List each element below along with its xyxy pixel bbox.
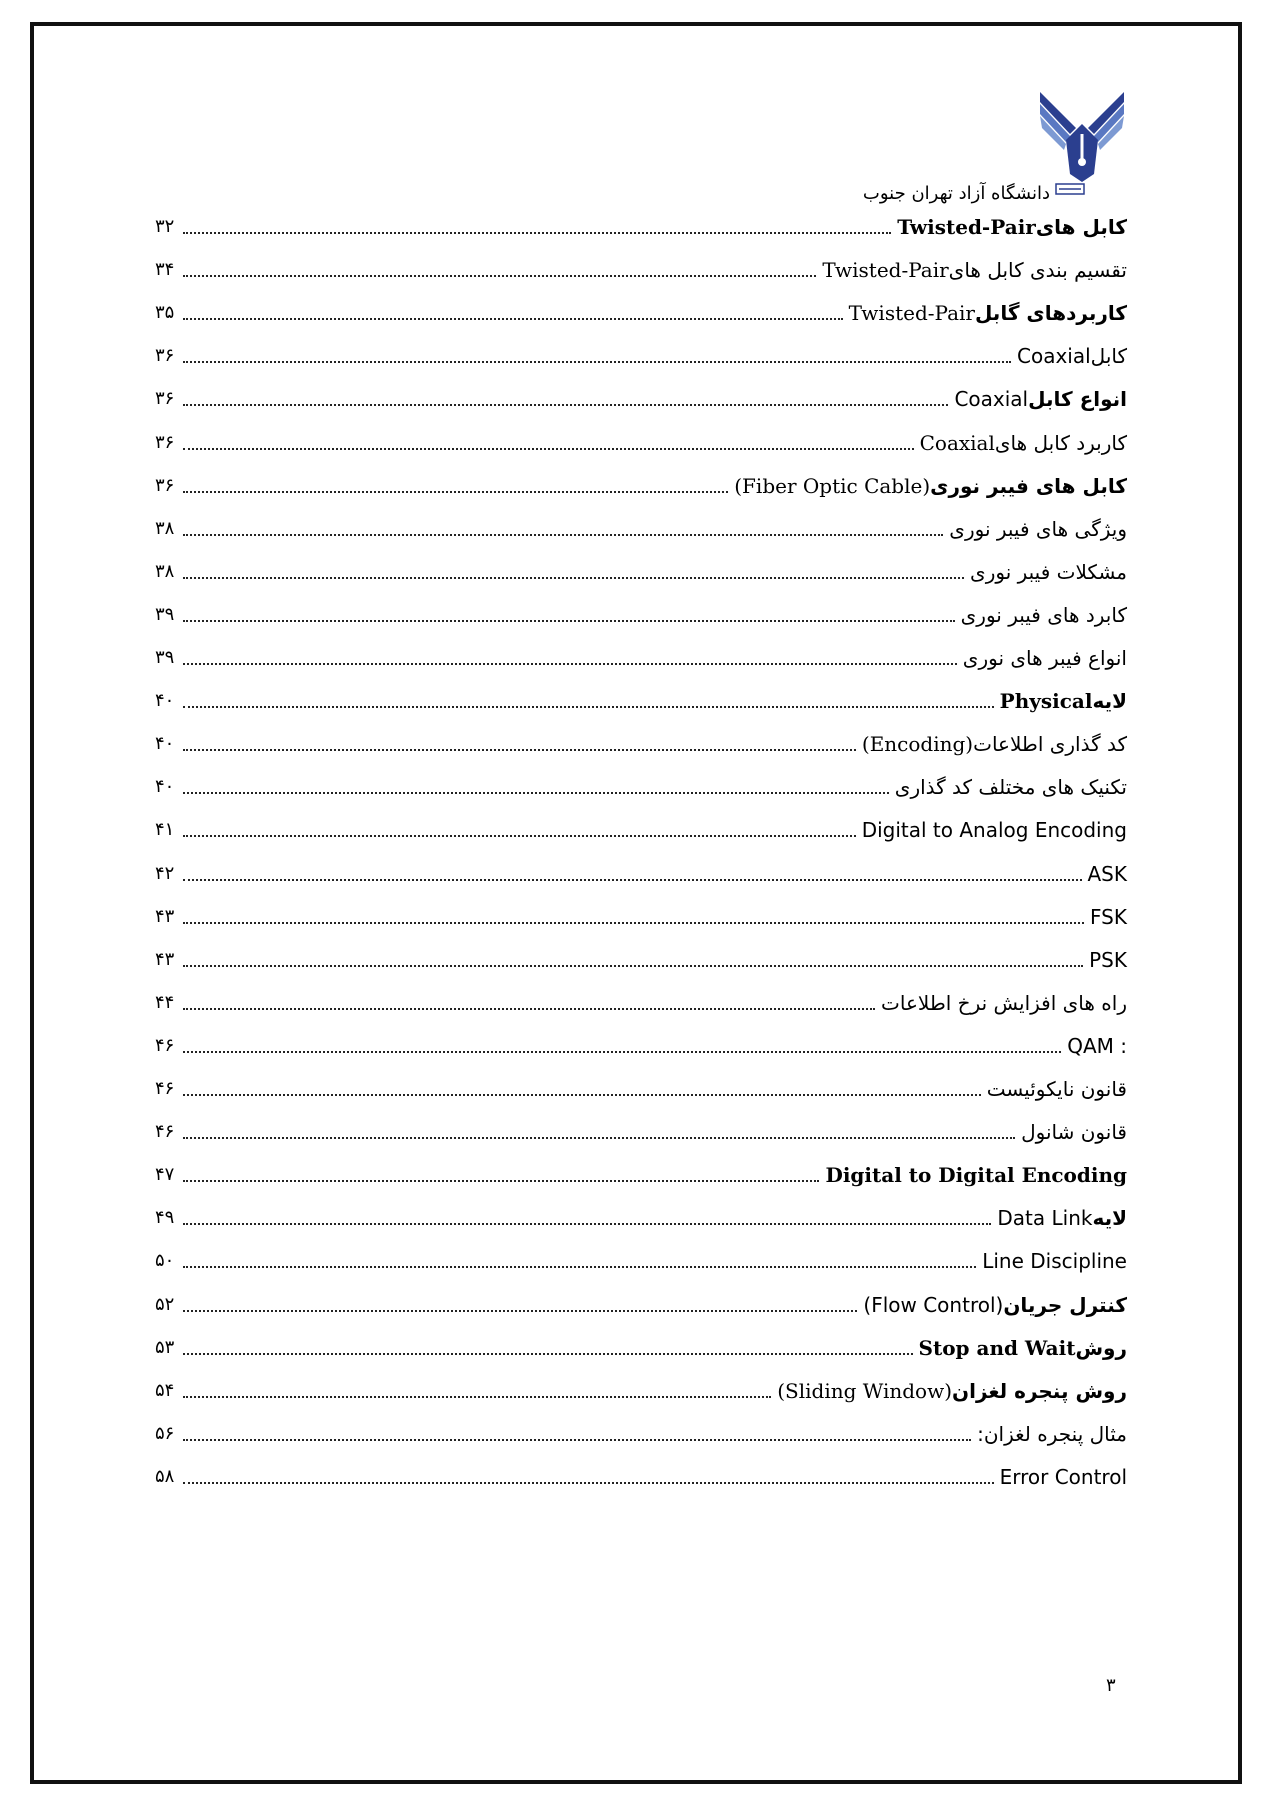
toc-entry-page-number: ۴۷ (155, 1164, 175, 1186)
toc-entry-persian-text: قانون شانول (1021, 1120, 1127, 1145)
toc-entry-page-number: ۵۴ (155, 1379, 175, 1401)
toc-entry-title (818, 258, 1127, 282)
toc-leader-dots (183, 965, 1083, 967)
toc-entry-page-number: ۴۱ (155, 819, 175, 841)
toc-leader-dots (183, 1223, 991, 1225)
toc-entry-latin-text: (Encoding) (861, 732, 974, 757)
toc-entry-persian-text: کابل های فیبر نوری (930, 473, 1127, 498)
toc-entry[interactable] (155, 544, 1127, 584)
toc-entry-title (996, 689, 1127, 713)
toc-entry-latin-text: Physical (999, 689, 1093, 714)
toc-entry-title (996, 1465, 1127, 1489)
toc-entry-page-number: ۵۶ (155, 1422, 175, 1444)
toc-entry-title (978, 1249, 1127, 1273)
toc-entry-persian-text: کاربرد کابل های (994, 430, 1127, 455)
toc-entry-latin-text: ASK (1087, 861, 1127, 886)
toc-entry-title (1086, 905, 1127, 929)
toc-entry-page-number: ۴۹ (155, 1207, 175, 1229)
toc-entry-persian-text: کابل های (1035, 215, 1127, 239)
toc-entry-title (877, 991, 1127, 1015)
toc-entry-page-number: ۴۰ (155, 776, 175, 798)
toc-entry-latin-text: Coaxial (1017, 344, 1091, 369)
toc-entry[interactable] (155, 802, 1127, 842)
toc-leader-dots (183, 1051, 1061, 1053)
toc-leader-dots (183, 620, 955, 622)
toc-leader-dots (183, 835, 856, 837)
toc-entry-persian-text: انواع فیبر های نوری (962, 646, 1127, 670)
toc-entry-title (983, 1077, 1127, 1101)
toc-entry[interactable] (155, 716, 1127, 756)
toc-entry-latin-text: Twisted-Pair (897, 215, 1036, 239)
toc-entry-page-number: ۳۶ (155, 474, 175, 496)
toc-leader-dots (183, 534, 943, 536)
toc-entry[interactable] (155, 587, 1127, 627)
toc-leader-dots (183, 1439, 971, 1441)
toc-entry[interactable] (155, 415, 1127, 455)
toc-entry[interactable] (155, 458, 1127, 498)
toc-entry-page-number: ۴۶ (155, 1034, 175, 1056)
toc-entry-page-number: ۵۸ (155, 1465, 175, 1487)
toc-entry-page-number: ۳۸ (155, 560, 175, 582)
toc-entry-page-number: ۳۴ (155, 259, 175, 281)
toc-entry-title (950, 387, 1127, 411)
toc-entry[interactable] (155, 975, 1127, 1015)
toc-entry-latin-text: (Sliding Window) (777, 1378, 953, 1403)
toc-entry-page-number: ۴۶ (155, 1078, 175, 1099)
toc-leader-dots (183, 792, 889, 794)
toc-leader-dots (183, 1137, 1015, 1139)
toc-entry-latin-text: Coaxial (919, 430, 995, 455)
toc-entry-persian-text: کابرد های فیبر نوری (960, 602, 1127, 627)
toc-entry-latin-text: PSK (1089, 947, 1127, 972)
toc-leader-dots (183, 491, 728, 493)
toc-entry-page-number: ۳۶ (155, 431, 175, 453)
page-number: ۳ (1106, 1675, 1116, 1696)
toc-entry-title (973, 1422, 1127, 1446)
toc-entry-page-number: ۴۶ (155, 1121, 175, 1143)
toc-entry-page-number: ۳۸ (155, 517, 175, 539)
toc-leader-dots (183, 1008, 875, 1010)
toc-entry-title (1084, 862, 1128, 886)
toc-entry-persian-text: کنترل جریان (1003, 1292, 1127, 1317)
toc-entry[interactable] (155, 199, 1127, 239)
toc-entry[interactable] (155, 1363, 1127, 1403)
toc-entry-title (916, 431, 1127, 455)
toc-entry-title (959, 646, 1127, 670)
toc-entry-latin-text: Digital to Analog Encoding (861, 818, 1127, 843)
toc-entry-latin-text: Data Link (997, 1206, 1093, 1231)
toc-entry-title (945, 517, 1127, 541)
toc-entry-title (993, 1206, 1127, 1230)
toc-entry-page-number: ۴۰ (155, 690, 175, 712)
toc-entry-latin-text: Stop and Wait (918, 1335, 1076, 1360)
toc-entry-page-number: ۳۹ (155, 647, 175, 668)
toc-entry[interactable] (155, 1104, 1127, 1144)
toc-entry-latin-text: Twisted-Pair (822, 258, 949, 283)
toc-entry-title (845, 301, 1127, 325)
toc-entry-persian-text: کابل (1090, 344, 1127, 369)
toc-entry-page-number: ۴۳ (155, 948, 175, 970)
toc-entry[interactable] (155, 759, 1127, 799)
toc-entry-latin-text: Error Control (999, 1464, 1127, 1489)
toc-entry-title (858, 818, 1127, 842)
toc-entry[interactable] (155, 1406, 1127, 1446)
toc-entry-page-number: ۳۵ (155, 302, 175, 324)
toc-entry-latin-text: Line Discipline (982, 1249, 1127, 1274)
toc-entry-persian-text: لایه (1092, 1206, 1127, 1231)
toc-leader-dots (183, 577, 964, 579)
toc-entry-page-number: ۴۲ (155, 862, 175, 884)
toc-entry[interactable] (155, 1233, 1127, 1273)
toc-entry[interactable] (155, 846, 1127, 886)
toc-entry-persian-text: روش (1075, 1335, 1127, 1360)
toc-entry-page-number: ۴۴ (155, 991, 175, 1013)
toc-leader-dots (183, 361, 1011, 363)
toc-entry-page-number: ۳۶ (155, 345, 175, 367)
toc-entry-persian-text: روش پنجره لغزان (952, 1378, 1127, 1403)
toc-entry[interactable] (155, 1320, 1127, 1360)
toc-entry-persian-text: مشکلات فیبر نوری (970, 559, 1127, 584)
toc-leader-dots (183, 1396, 771, 1398)
toc-leader-dots (183, 275, 816, 277)
toc-entry-latin-text: Digital to Digital Encoding (825, 1163, 1127, 1188)
toc-entry-page-number: ۴۰ (155, 733, 175, 755)
toc-entry-title (859, 1293, 1127, 1317)
toc-entry-title (858, 732, 1127, 756)
toc-entry-title (893, 215, 1127, 239)
toc-entry-title (730, 474, 1127, 498)
toc-entry-title (957, 603, 1127, 627)
toc-leader-dots (183, 879, 1082, 881)
toc-entry[interactable] (155, 328, 1127, 368)
toc-entry-latin-text: QAM : (1067, 1033, 1127, 1058)
toc-leader-dots (183, 1180, 819, 1182)
toc-entry-persian-text: کاربردهای گابل (974, 301, 1127, 326)
toc-entry[interactable] (155, 1277, 1127, 1317)
toc-entry-latin-text: (Fiber Optic Cable) (734, 473, 931, 498)
toc-entry[interactable] (155, 1018, 1127, 1058)
toc-leader-dots (183, 232, 891, 234)
toc-entry-title (1017, 1120, 1127, 1144)
toc-leader-dots (183, 663, 957, 665)
toc-entry-page-number: ۳۶ (155, 388, 175, 410)
toc-entry-title (773, 1379, 1127, 1403)
toc-entry-title (821, 1163, 1127, 1187)
toc-entry[interactable] (155, 501, 1127, 541)
toc-entry-persian-text: مثال پنجره لغزان: (977, 1421, 1127, 1446)
toc-entry-persian-text: کد گذاری اطلاعات (973, 732, 1127, 757)
toc-entry[interactable] (155, 1147, 1127, 1187)
toc-entry-persian-text: راه های افزایش نرخ اطلاعات (881, 990, 1127, 1015)
toc-entry-page-number: ۵۲ (155, 1293, 175, 1315)
toc-entry-title (1013, 344, 1127, 368)
university-name: دانشگاه آزاد تهران جنوب (862, 183, 1050, 204)
toc-entry-title (915, 1336, 1127, 1360)
toc-entry-title (966, 560, 1127, 584)
toc-entry-page-number: ۵۰ (155, 1250, 175, 1272)
toc-leader-dots (183, 318, 843, 320)
toc-entry-title (1085, 948, 1127, 972)
toc-leader-dots (183, 749, 856, 751)
toc-entry[interactable] (155, 285, 1127, 325)
toc-entry-latin-text: (Flow Control) (863, 1292, 1004, 1317)
toc-entry-latin-text: Coaxial (954, 387, 1029, 412)
toc-entry-persian-text: انواع کابل (1028, 387, 1127, 412)
toc-leader-dots (183, 404, 948, 406)
toc-entry-page-number: ۵۳ (155, 1336, 175, 1358)
toc-entry[interactable] (155, 630, 1127, 670)
toc-entry-persian-text: لایه (1092, 689, 1127, 714)
toc-entry-persian-text: تقسیم بندی کابل های (948, 258, 1127, 283)
toc-entry-latin-text: FSK (1090, 904, 1127, 929)
toc-entry-title (891, 775, 1127, 799)
toc-entry-title (1063, 1034, 1127, 1058)
toc-entry[interactable] (155, 1190, 1127, 1230)
toc-entry-page-number: ۳۹ (155, 603, 175, 625)
toc-entry-page-number: ۳۲ (155, 216, 175, 237)
toc-entry[interactable] (155, 1449, 1127, 1489)
toc-entry[interactable] (155, 932, 1127, 972)
toc-entry[interactable] (155, 371, 1127, 411)
toc-leader-dots (183, 1310, 857, 1312)
toc-leader-dots (183, 1094, 981, 1096)
toc-leader-dots (183, 1482, 994, 1484)
toc-entry[interactable] (155, 1061, 1127, 1101)
toc-entry[interactable] (155, 242, 1127, 282)
toc-entry-persian-text: ویژگی های فیبر نوری (949, 516, 1127, 541)
toc-leader-dots (183, 1353, 913, 1355)
toc-entry-latin-text: Twisted-Pair (848, 301, 975, 326)
toc-entry-persian-text: قانون نایکوئیست (986, 1077, 1127, 1101)
toc-leader-dots (183, 922, 1084, 924)
toc-entry-page-number: ۴۳ (155, 905, 175, 927)
toc-leader-dots (183, 448, 914, 450)
toc-entry-persian-text: تکنیک های مختلف کد گذاری (894, 775, 1127, 800)
toc-entry[interactable] (155, 673, 1127, 713)
toc-entry[interactable] (155, 889, 1127, 929)
toc-leader-dots (183, 706, 994, 708)
toc-leader-dots (183, 1266, 976, 1268)
